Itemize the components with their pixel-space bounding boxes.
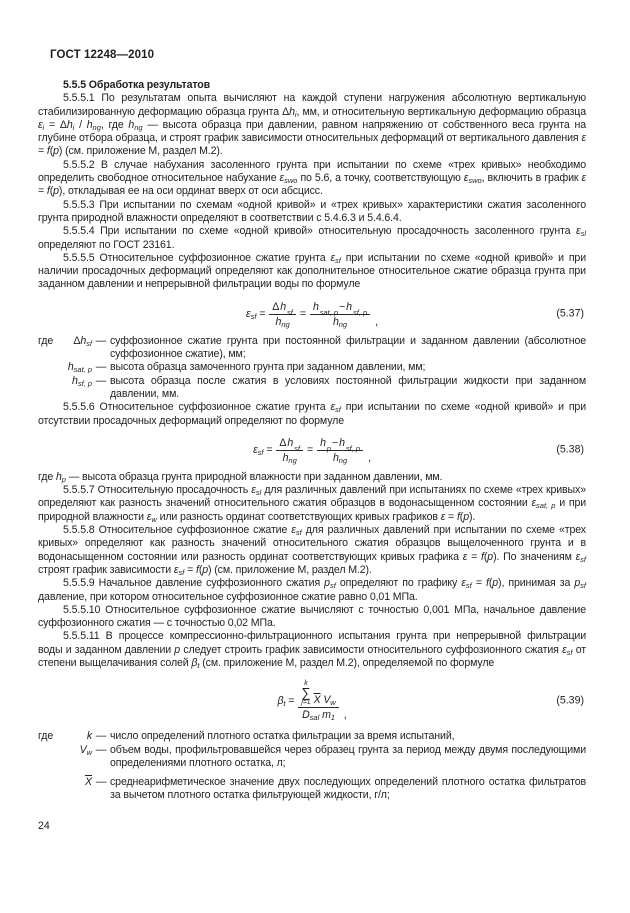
definition-dash: — [95, 776, 107, 789]
paragraph-5-5-5-8: 5.5.5.8 Относительное суффозионное сжатие $\varepsilon_{sf}$ для различных давлений при испытании по схеме «трех кривых» определяют как разность значений относительного сжатия образцов выщелоченного грунта и в водонасыщенном состоянии или разность ординат соответствующих кривых графика ε = f(p). По значениям $\varepsilon_{sf}$ строят график зависимости $\varepsilon_{sf} = f(p)$ (см. приложение М, раздел М.2). [38, 524, 587, 577]
fraction [317, 437, 363, 464]
page-number: 24 [38, 820, 50, 832]
paragraph-5-5-5-5: 5.5.5.5 Относительное суффозионное сжатие грунта $\varepsilon_{sf}$ при испытании по схеме «одной кривой» и при наличии просадочных деформаций определяют как дополнительное относительное сжатие образца грунта при заданном давлении и непрерывной фильтрации воды по формуле [38, 251, 586, 291]
formula-5-37 [38, 301, 586, 328]
fraction [269, 301, 296, 328]
definition-row [38, 335, 586, 362]
definition-text: высота образца после сжатия в условиях постоянной фильтрации жидкости при заданном давлении, мм. [110, 374, 586, 400]
fraction-denominator: $h_{ng}$ [333, 451, 348, 465]
definition-dash: — [95, 743, 107, 756]
equals-sign: = [306, 444, 314, 457]
definition-text: суффозионное сжатие грунта при постоянной фильтрации и заданном давлении (абсолютное суффозионное сжатие), мм; [110, 334, 586, 361]
equals-sign: = [299, 308, 306, 321]
definition-row [38, 744, 586, 771]
definition-list-5-37 [38, 335, 586, 401]
paragraph-5-5-5-6: 5.5.5.6 Относительное суффозионное сжатие грунта $\varepsilon_{sf}$ при испытании по схеме «одной кривой» и при отсутствии просадочных деформаций определяют по формуле [38, 401, 586, 427]
fraction-numerator: Δ h sf [276, 437, 303, 451]
fraction [310, 301, 370, 328]
paragraph-5-5-5-3: 5.5.5.3 При испытании по схемам «одной кривой» и «трех кривых» характеристики сжатия засоленного грунта природной влажности определяют в соответствии с 5.4.6.3 и 5.4.6.4. [38, 198, 586, 224]
paragraph-5-5-5-1: 5.5.5.1 По результатам опыта вычисляют на каждой ступени нагружения абсолютную вертикальную стабилизированную деформацию образца грунта $\Delta h_i$, мм, и относительную вертикальную деформацию образца $\varepsilon_i = \Delta h_i / h_{ng}$, где $h_{ng}$ — высота образца при давлении, равном напряжению от собственного веса грунта на глубине отбора образца, и строят график зависимости относительных деформаций от вертикального давления ε = f(p) (см. приложение М, раздел М.2). [38, 92, 586, 158]
definition-dash: — [95, 374, 107, 387]
formula-5-39 [38, 681, 586, 721]
section-heading: 5.5.5 Обработка результатов [63, 79, 211, 91]
document-content [38, 79, 586, 803]
definition-text: высота образца замоченного грунта при заданном давлении, мм; [110, 361, 426, 374]
fraction [298, 681, 338, 721]
numerator-terms: $\overline{X}$ $V_w$ [313, 694, 336, 708]
formula-tail: , [368, 451, 371, 464]
paragraph-5-5-5-2: 5.5.5.2 В случае набухания засоленного грунта при испытании по схеме «трех кривых» необходимо определить свободное относительное набухание $\varepsilon_{swo}$ по 5.6, а точку, соответствующую $\varepsilon_{swo}$, включить в график ε = f(p), откладывая ее на оси ординат вверх от оси абсцисс. [38, 158, 586, 198]
definition-row [38, 776, 586, 803]
equation-number: (5.39) [556, 694, 584, 707]
fraction-numerator: h sat, p − h sf, p [310, 301, 370, 315]
definition-5-38: где $h_p$ — высота образца грунта природной влажности при заданном давлении, мм. [38, 470, 443, 484]
fraction-numerator [298, 681, 338, 708]
formula-tail: , [343, 709, 347, 722]
definition-list-5-39 [38, 730, 586, 802]
formula-lhs: $\varepsilon_{sf}$ = [246, 308, 266, 322]
paragraph-5-5-5-4: 5.5.5.4 При испытании по схеме «одной кривой» относительную просадочность засоленного грунта $\varepsilon_{sl}$ определяют по ГОСТ 23161. [38, 225, 586, 251]
definition-term: $h_{sf, p}$ [72, 374, 92, 388]
formula-lhs: $\varepsilon_{sf}$ = [253, 444, 273, 458]
paragraph-5-5-5-10: 5.5.5.10 Относительное суффозионное сжатие вычисляют с точностью 0,001 МПа, начальное давление суффозионного сжатия — с точностью 0,02 МПа. [38, 603, 586, 630]
definition-text: число определений плотного остатка фильтрации за время испытаний, [110, 730, 455, 743]
paragraph-5-5-5-7: 5.5.5.7 Относительную просадочность $\varepsilon_{sl}$ для различных давлений при испытаниях по схеме «трех кривых» определяют как разность значений относительного сжатия образцов в водонасыщенном состоянии $\varepsilon_{sat, p}$ и при природной влажности $\varepsilon_w$ или разность ординат соответствующих кривых графиков ε = f(p). [38, 484, 587, 524]
fraction-denominator: $D_{sal}$ $m_1$ [302, 709, 335, 723]
formula-5-38 [38, 437, 586, 464]
fraction-numerator: h p − h sf, p [317, 437, 363, 451]
fraction [276, 437, 303, 464]
equation-number: (5.38) [556, 443, 584, 456]
definition-term: $h_{sat, p}$ [67, 361, 92, 375]
definition-text: среднеарифметическое значение двух последующих определений плотного остатка фильтратов за вычетом плотного остатка фильтрующей жидкости, г/л; [110, 776, 586, 802]
definition-dash: — [95, 361, 107, 374]
doc-header-title: ГОСТ 12248—2010 [50, 49, 155, 61]
paragraph-5-5-5-11: 5.5.5.11 В процессе компрессионно-фильтрационного испытания грунта при непрерывной фильтрации воды и заданном давлении p следует строить график зависимости относительного суффозионного сжатия $\varepsilon_{sf}$ от степени выщелачивания солей $\beta_t$ (см. приложение М, раздел М.2), определяемой по формуле [38, 630, 586, 670]
paragraph-5-5-5-9: 5.5.5.9 Начальное давление суффозионного сжатия $p_{sf}$ определяют по графику $\varepsilon_{sf} = f(p)$, принимая за $p_{sf}$ давление, при котором относительное суффозионное сжатие равно 0,01 МПа. [38, 577, 586, 603]
definition-row [38, 375, 586, 402]
definition-row [38, 730, 586, 743]
formula-tail: , [375, 315, 378, 328]
definition-dash: — [95, 334, 107, 347]
definition-term: $V_w$ [79, 743, 92, 757]
definition-term: где k [38, 730, 92, 743]
definition-text: объем воды, профильтровавшейся через образец грунта за период между двумя последующими определениями плотного остатка, л; [110, 743, 586, 769]
fraction-numerator: Δ h sf [269, 301, 296, 315]
definition-row [38, 361, 586, 374]
fraction-denominator: $h_{ng}$ [282, 451, 297, 465]
definition-dash: — [95, 730, 107, 743]
definition-term: $\overline{X}$ [85, 776, 92, 789]
summation-symbol: k ∑ j=1 [301, 680, 311, 707]
formula-lhs: $\beta_t$ = [277, 695, 295, 709]
fraction-denominator: $h_{ng}$ [275, 315, 290, 329]
equation-number: (5.37) [556, 307, 584, 320]
definition-term: где $\Delta h_{sf}$ [38, 334, 92, 348]
fraction-denominator: $h_{ng}$ [332, 315, 348, 329]
